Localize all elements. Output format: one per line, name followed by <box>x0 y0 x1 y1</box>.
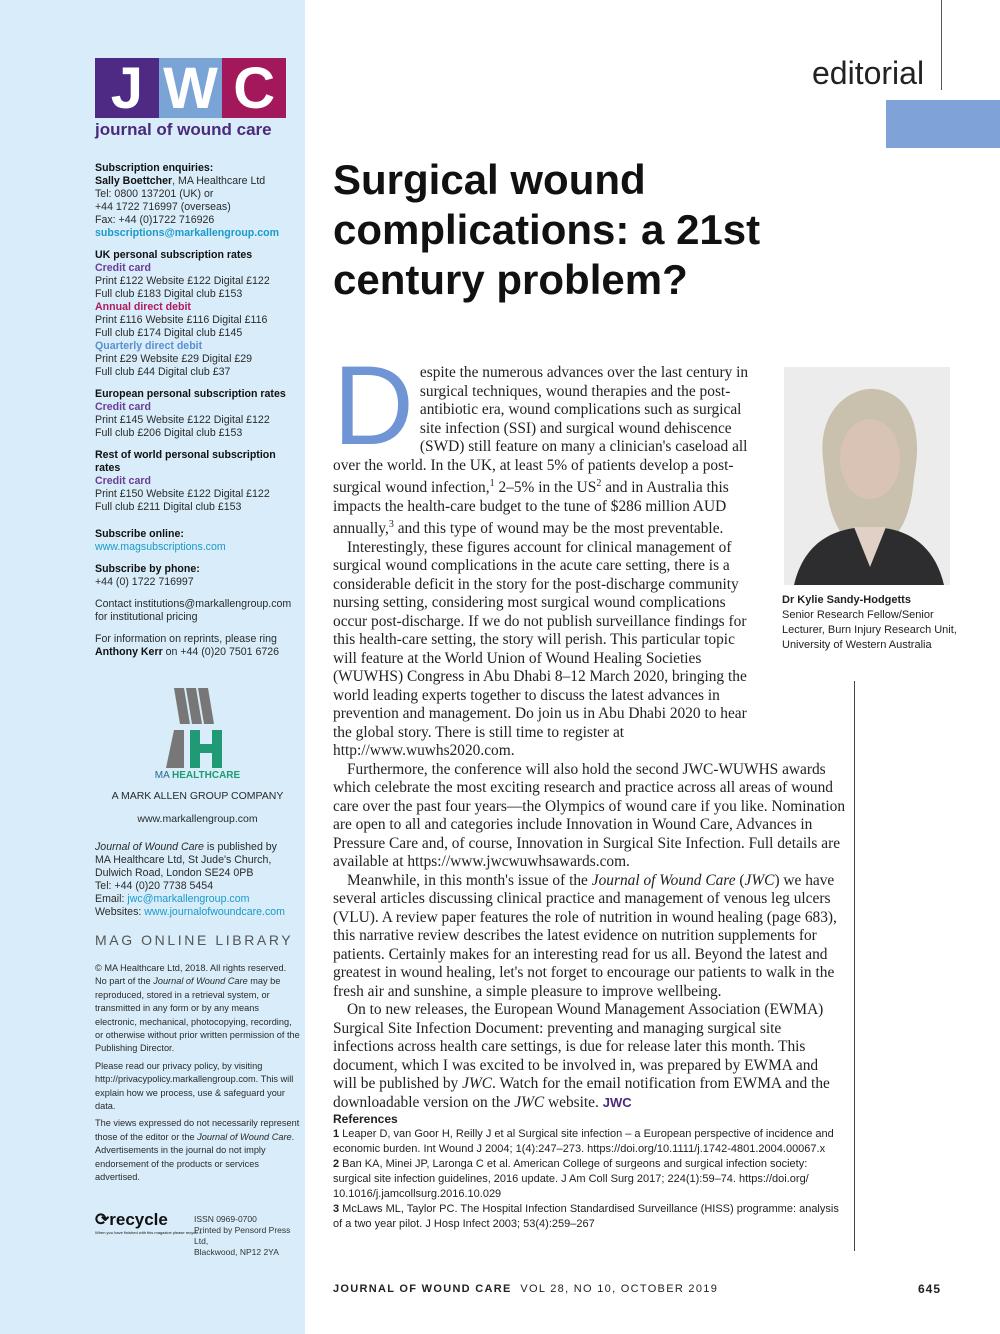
author-caption <box>782 593 957 653</box>
text: Print £29 Website £29 Digital £29 <box>95 353 253 365</box>
sidebar <box>0 0 305 1334</box>
text: Journal of Wound Care <box>153 976 248 987</box>
text: Print £122 Website £122 Digital £122 <box>95 275 270 287</box>
text: Tel: +44 (0)20 7738 5454 <box>95 880 214 892</box>
footer-issue: VOL 28, NO 10, OCTOBER 2019 <box>520 1283 719 1295</box>
footer <box>333 1283 718 1295</box>
text: Full club £44 Digital club £37 <box>95 366 231 378</box>
logo-letter: C <box>222 58 286 118</box>
heading: Subscribe online: <box>95 528 184 540</box>
ref-number: 1 <box>333 1128 340 1140</box>
text: for institutional pricing <box>95 611 198 623</box>
ref-text: McLaws ML, Taylor PC. The Hospital Infection Standardised Surveillance (HISS) programme: analysis of a two year pilot. J Hosp Infect 2003; 53(4):259–267 <box>333 1203 839 1230</box>
section-label: editorial <box>812 55 925 91</box>
divider <box>854 681 855 1251</box>
text: Furthermore, the conference will also hold the second JWC-WUWHS awards which celebrate the most exciting research and practice across all areas of wound care over the past four years—the Olympics of wound care if you like. Nomination are open to all and categories include Innovation in Wound Care, Advances in Pressure Care and, of course, Innovation in Surgical Site Infection. Full details are available at https://www.jwcwuwhsawards.com. <box>333 760 846 871</box>
text: Journal of Wound Care <box>197 1131 292 1142</box>
footer-journal: JOURNAL OF WOUND CARE <box>333 1283 512 1295</box>
text: Print £145 Website £122 Digital £122 <box>95 414 270 426</box>
text: espite the numerous advances over the last century in surgical techniques, wound therapies and the post-antibiotic era, wound complications such as surgical site infection (SSI) and surgical wound dehiscence (SWD) still feature on many a clinician's caseload all over the world. In the UK, at least 5% of patients develop a post-surgical wound infection, <box>333 364 749 497</box>
text: . Advertisements in the journal do not imply endorsement of the products or services advertised. <box>95 1131 295 1183</box>
end-mark: JWC <box>602 1094 632 1110</box>
author-photo <box>784 367 950 585</box>
text: Fax: +44 (0)1722 716926 <box>95 214 215 226</box>
subscribe-link[interactable]: www.magsubscriptions.com <box>95 541 226 553</box>
publisher-info <box>95 841 300 919</box>
text: website. <box>544 1093 603 1111</box>
heading: Subscription enquiries: <box>95 162 214 174</box>
text: +44 1722 716997 (overseas) <box>95 201 231 213</box>
legal-info <box>95 962 300 1185</box>
text: Contact institutions@markallengroup.com <box>95 598 292 610</box>
text: On to new releases, the European Wound Management Association (EWMA) Surgical Site Infection Document: preventing and managing surgical site infections across health care settings, is due for release later this month. This document, which I was excited to be involved in, was prepared by EWMA and will be published by <box>333 1001 824 1093</box>
references <box>333 1112 843 1232</box>
jwc-logo <box>95 55 286 121</box>
text: For information on reprints, please ring <box>95 633 277 645</box>
print-info <box>194 1214 305 1258</box>
paragraph <box>333 872 845 1002</box>
logo-letter: J <box>95 58 159 118</box>
website-link[interactable]: www.journalofwoundcare.com <box>144 906 285 918</box>
text: When you have finished with this magazine please recycle it. <box>95 1230 203 1235</box>
contact-name: Sally Boettcher <box>95 175 173 187</box>
citation: 1 <box>489 478 495 489</box>
text: © MA Healthcare Ltd, 2018. All rights reserved. No part of the <box>95 963 287 987</box>
text: Websites: <box>95 906 145 918</box>
text: ) we have several articles discussing clinical practice and management of venous leg ulcers (VLU). A review paper features the role of nutrition in wound healing (page 683), this narrative review describes the latest evidence on nutrition supplements for patients. Certainly makes for an interesting read for us all. Beyond the latest and greatest in wound healing, let's not forget to encourage our patients to walk in the fresh air and sunshine, a simple pleasure to improve wellbeing. <box>333 871 837 1000</box>
author-name: Dr Kylie Sandy-Hodgetts <box>782 594 911 606</box>
ref-number: 2 <box>333 1158 340 1170</box>
text: JWC <box>462 1075 493 1093</box>
text: , MA Healthcare Ltd <box>172 175 266 187</box>
text: may be reproduced, stored in a retrieval system, or transmitted in any form or by any means electronic, mechanical, photocopying, recording, or otherwise without prior written permission of the Publishing Director. <box>95 976 300 1054</box>
subheading: Quarterly direct debit <box>95 340 203 352</box>
text: Interestingly, these figures account for clinical management of surgical wound complications in the acute care setting, there is a considerable deficit in the story for the post-discharge community nursing setting, considering most surgical wound complications occur post-discharge. If we do not publish surveillance findings for this health-care setting, the story will perish. This particular topic will feature at the World Union of Wound Healing Societies (WUWHS) Congress in Abu Dhabi 8–12 March 2020, bringing the world leading experts together to discuss the latest advances in prevention and management. Do join us in Abu Dhabi 2020 to hear the global story. There is still time to register at http://www.wuwhs2020.com. <box>333 538 747 760</box>
text: Email: <box>95 893 128 905</box>
paragraph <box>333 1001 845 1112</box>
text: on +44 (0)20 7501 6726 <box>162 646 280 658</box>
email-link[interactable]: subscriptions@markallengroup.com <box>95 227 279 239</box>
text: 2–5% in the US <box>494 479 597 497</box>
text: Full club £211 Digital club £153 <box>95 501 242 513</box>
email-link[interactable]: jwc@markallengroup.com <box>127 893 250 905</box>
author-role: Senior Research Fellow/Senior Lecturer, Burn Injury Research Unit, University of Western Australia <box>782 609 957 651</box>
drop-cap: D <box>333 343 414 468</box>
text: MA <box>154 770 170 781</box>
text: Printed by Pensord Press Ltd, <box>194 1225 291 1246</box>
text: Journal of Wound Care <box>591 871 736 889</box>
recycle-icon: ⟳ <box>95 1210 110 1229</box>
subscription-info <box>95 162 300 659</box>
heading: European personal subscription rates <box>95 388 286 400</box>
ref-text: Leaper D, van Goor H, Reilly J et al Surgical site infection – a European perspective of incidence and economic burden. Int Wound J 2004; 1(4):247–273. https://doi.org/10.1111/j.1742-4801.2004.00067.x <box>333 1128 834 1155</box>
logo-subtitle: journal of wound care <box>95 120 272 139</box>
text: Full club £206 Digital club £153 <box>95 427 243 439</box>
ma-healthcare-logo <box>160 688 232 768</box>
reference-item <box>333 1202 843 1232</box>
text: and this type of wound may be the most preventable. <box>393 520 724 538</box>
subheading: Credit card <box>95 475 151 487</box>
section-tab <box>886 100 1000 148</box>
logo-letter: W <box>159 58 223 118</box>
heading: Rest of world personal subscription rates <box>95 449 276 474</box>
paragraph <box>333 761 845 872</box>
reference-item <box>333 1127 843 1157</box>
text: Journal of Wound Care <box>95 841 204 853</box>
text: +44 (0) 1722 716997 <box>95 576 194 588</box>
subheading: Credit card <box>95 401 151 413</box>
text: Meanwhile, in this month's issue of the <box>347 871 592 889</box>
mah-brand <box>95 769 300 826</box>
subheading: Annual direct debit <box>95 301 191 313</box>
text: Full club £174 Digital club £145 <box>95 327 243 339</box>
text: ( <box>735 871 745 889</box>
text: MA Healthcare Ltd, St Jude's Church, <box>95 854 272 866</box>
link[interactable]: www.markallengroup.com <box>137 813 258 825</box>
heading: UK personal subscription rates <box>95 249 253 261</box>
page-number: 645 <box>918 1282 942 1296</box>
text: JWC <box>744 871 775 889</box>
text: Blackwood, NP12 2YA <box>194 1247 279 1257</box>
citation: 2 <box>596 478 602 489</box>
reference-item <box>333 1157 843 1202</box>
text: Print £116 Website £116 Digital £116 <box>95 314 268 326</box>
divider <box>941 0 942 90</box>
text: A MARK ALLEN GROUP COMPANY <box>111 790 284 802</box>
mag-online-library: MAG ONLINE LIBRARY <box>95 932 294 948</box>
ref-text: Ban KA, Minei JP, Laronga C et al. American College of surgeons and surgical infection society: surgical site infection guidelines, 2016 update. J Am Coll Surg 2017; 224(1):59–74. https://doi.org/ 10.1016/j.jamcollsurg.2016.10.029 <box>333 1158 809 1200</box>
text: and in Australia this impacts the health-care budget to the tune of $286 million AUD annually, <box>333 479 729 538</box>
text: Dulwich Road, London SE24 0PB <box>95 867 254 879</box>
contact-name: Anthony Kerr <box>95 646 163 658</box>
text: The views expressed do not necessarily represent those of the editor or the <box>95 1118 300 1142</box>
text: Please read our privacy policy, by visiting http://privacypolicy.markallengroup.com. This will explain how we process, use & safeguard your data. <box>95 1060 294 1112</box>
text: . Watch for the email notification from EWMA and the downloadable version on the <box>333 1075 830 1111</box>
article-body <box>333 343 846 1112</box>
text: Tel: 0800 137201 (UK) or <box>95 188 214 200</box>
ref-number: 3 <box>333 1203 340 1215</box>
text: is published by <box>203 841 277 853</box>
text: ISSN 0969-0700 <box>194 1214 257 1224</box>
article-title: Surgical wound complications: a 21st century problem? <box>333 156 761 303</box>
text: Full club £183 Digital club £153 <box>95 288 243 300</box>
text: recycle <box>109 1210 168 1229</box>
subheading: Credit card <box>95 262 151 274</box>
heading: Subscribe by phone: <box>95 563 200 575</box>
text: HEALTHCARE <box>172 770 241 781</box>
citation: 3 <box>388 519 394 531</box>
recycle-logo <box>95 1210 203 1235</box>
text: JWC <box>514 1093 545 1111</box>
references-heading: References <box>333 1112 398 1126</box>
text: Print £150 Website £122 Digital £122 <box>95 488 270 500</box>
